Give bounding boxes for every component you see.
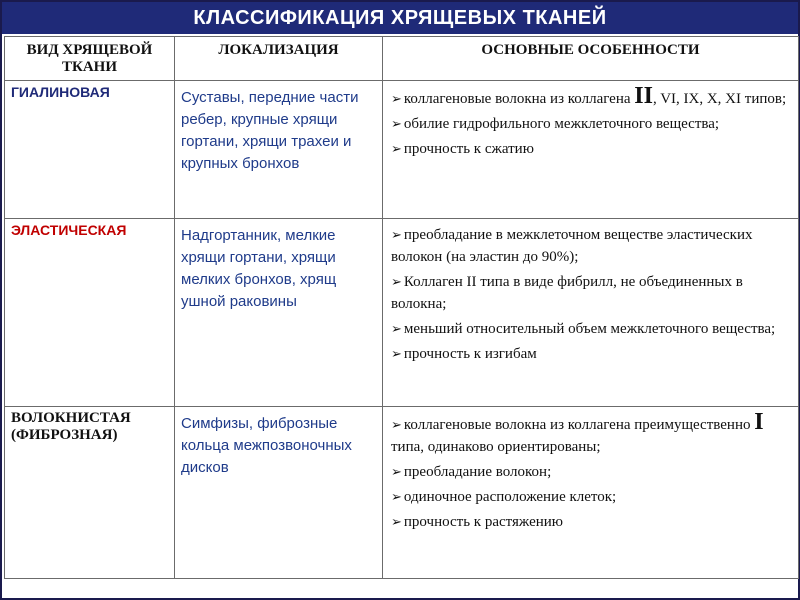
classification-table <box>4 36 799 579</box>
arrowhead-bullet-icon: ➢ <box>391 464 402 479</box>
arrowhead-bullet-icon: ➢ <box>391 417 402 432</box>
localization-fibrous: Симфизы, фиброзные кольца межпозвоночных дисков <box>175 407 383 579</box>
features-fibrous <box>383 407 799 579</box>
feature-item: ➢ прочность к растяжению <box>391 511 792 533</box>
header-features: ОСНОВНЫЕ ОСОБЕННОСТИ <box>383 37 799 81</box>
cartilage-type-hyaline: ГИАЛИНОВАЯ <box>5 81 175 219</box>
page-title: КЛАССИФИКАЦИЯ ХРЯЩЕВЫХ ТКАНЕЙ <box>193 6 607 29</box>
arrowhead-bullet-icon: ➢ <box>391 514 402 529</box>
table-row-hyaline <box>5 81 799 219</box>
feature-item: ➢ Коллаген II типа в виде фибрилл, не объединенных в волокна; <box>391 271 792 315</box>
cartilage-type-fibrous: ВОЛОКНИСТАЯ (ФИБРОЗНАЯ) <box>5 407 175 579</box>
header-localization: ЛОКАЛИЗАЦИЯ <box>175 37 383 81</box>
arrowhead-bullet-icon: ➢ <box>391 489 402 504</box>
arrowhead-bullet-icon: ➢ <box>391 141 402 156</box>
arrowhead-bullet-icon: ➢ <box>391 227 402 242</box>
localization-hyaline: Суставы, передние части ребер, крупные хрящи гортани, хрящи трахеи и крупных бронхов <box>175 81 383 219</box>
feature-item: ➢ коллагеновые волокна из коллагена преимущественно I типа, одинаково ориентированы; <box>391 409 764 455</box>
table-row-elastic <box>5 219 799 407</box>
header-row <box>5 37 799 81</box>
feature-item: ➢ прочность к сжатию <box>391 138 792 160</box>
feature-item: ➢ коллагеновые волокна из коллагена II, VI, IX, X, XI типов; <box>391 83 787 109</box>
feature-item: ➢ обилие гидрофильного межклеточного вещества; <box>391 113 792 135</box>
localization-elastic: Надгортанник, мелкие хрящи гортани, хрящи мелких бронхов, хрящ ушной раковины <box>175 219 383 407</box>
features-elastic <box>383 219 799 407</box>
feature-item: ➢ преобладание волокон; <box>391 461 792 483</box>
cartilage-type-elastic: ЭЛАСТИЧЕСКАЯ <box>5 219 175 407</box>
title-bar <box>2 2 798 34</box>
features-hyaline <box>383 81 799 219</box>
feature-item: ➢ одиночное расположение клеток; <box>391 486 792 508</box>
feature-item: ➢ прочность к изгибам <box>391 343 792 365</box>
arrowhead-bullet-icon: ➢ <box>391 274 402 289</box>
arrowhead-bullet-icon: ➢ <box>391 346 402 361</box>
arrowhead-bullet-icon: ➢ <box>391 91 402 106</box>
header-cartilage-type: ВИД ХРЯЩЕВОЙ ТКАНИ <box>5 37 175 81</box>
table-row-fibrous <box>5 407 799 579</box>
arrowhead-bullet-icon: ➢ <box>391 116 402 131</box>
feature-item: ➢ меньший относительный объем межклеточного вещества; <box>391 318 792 340</box>
feature-item: ➢ преобладание в межклеточном веществе эластических волокон (на эластин до 90%); <box>391 224 792 268</box>
arrowhead-bullet-icon: ➢ <box>391 321 402 336</box>
